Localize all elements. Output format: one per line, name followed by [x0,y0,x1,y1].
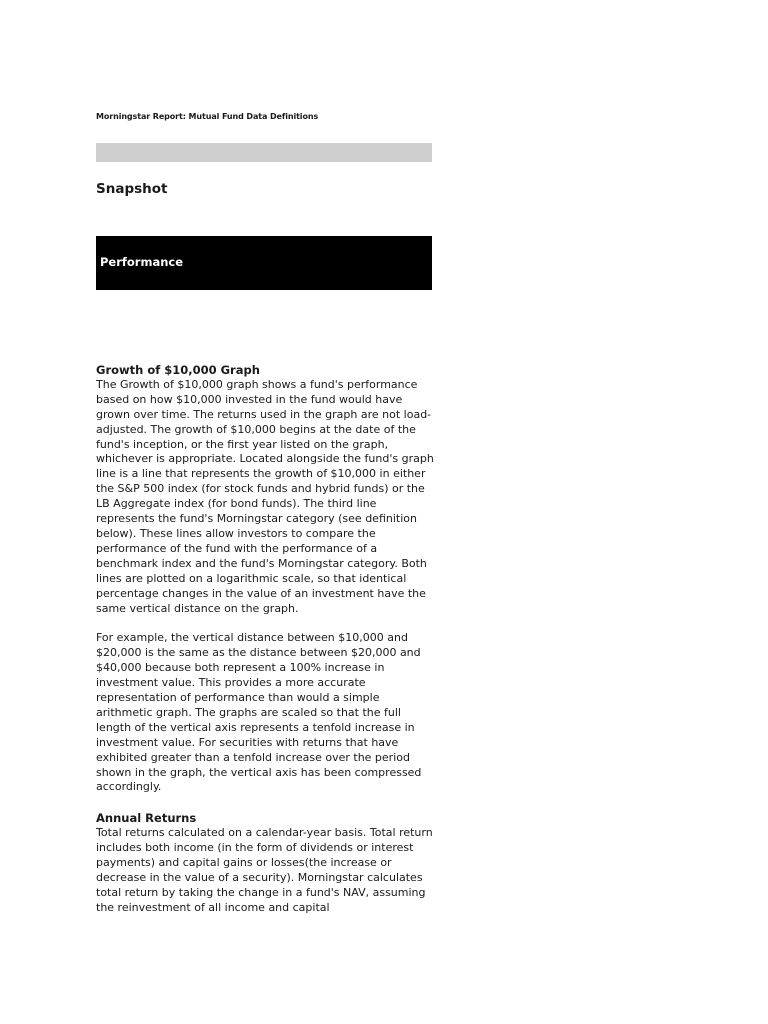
growth-heading: Growth of $10,000 Graph [96,363,260,377]
definitions-content [96,363,436,916]
growth-paragraph-2: For example, the vertical distance between $10,000 and $20,000 is the same as the distance between $20,000 and $40,000 because both represent a 100% increase in investment value. This provides a more accurate representation of performance than would a simple arithmetic graph. The graphs are scaled so that the full length of the vertical axis represents a tenfold increase in investment value. For securities with returns that have exhibited greater than a tenfold increase over the period shown in the graph, the vertical axis has been compressed accordingly. [96,631,422,794]
annual-returns-paragraph: Total returns calculated on a calendar-year basis. Total return includes both income (in the form of dividends or interest payments) and capital gains or losses(the increase or decrease in the value of a security). Morningstar calculates total return by taking the change in a fund's NAV, assuming the reinvestment of all income and capital [96,826,433,914]
performance-label: Performance [100,255,184,269]
annual-returns-heading: Annual Returns [96,811,197,826]
gray-divider-bar [96,143,432,162]
report-title: Morningstar Report: Mutual Fund Data Definitions [96,112,319,121]
growth-paragraph-1: The Growth of $10,000 graph shows a fund's performance based on how $10,000 invested in the fund would have grown over time. The returns used in the graph are not load-adjusted. The growth of $10,000 begins at the date of the fund's inception, or the first year listed on the graph, whichever is appropriate. Located alongside the fund's graph line is a line that represents the growth of $10,000 in either the S&P 500 index (for stock funds and hybrid funds) or the LB Aggregate index (for bond funds). The third line represents the fund's Morningstar category (see definition below). These lines allow investors to compare the performance of the fund with the performance of a benchmark index and the fund's Morningstar category. Both lines are plotted on a logarithmic scale, so that identical percentage changes in the value of an investment have the same vertical distance on the graph. [96,377,434,615]
snapshot-title: Snapshot [96,181,168,197]
